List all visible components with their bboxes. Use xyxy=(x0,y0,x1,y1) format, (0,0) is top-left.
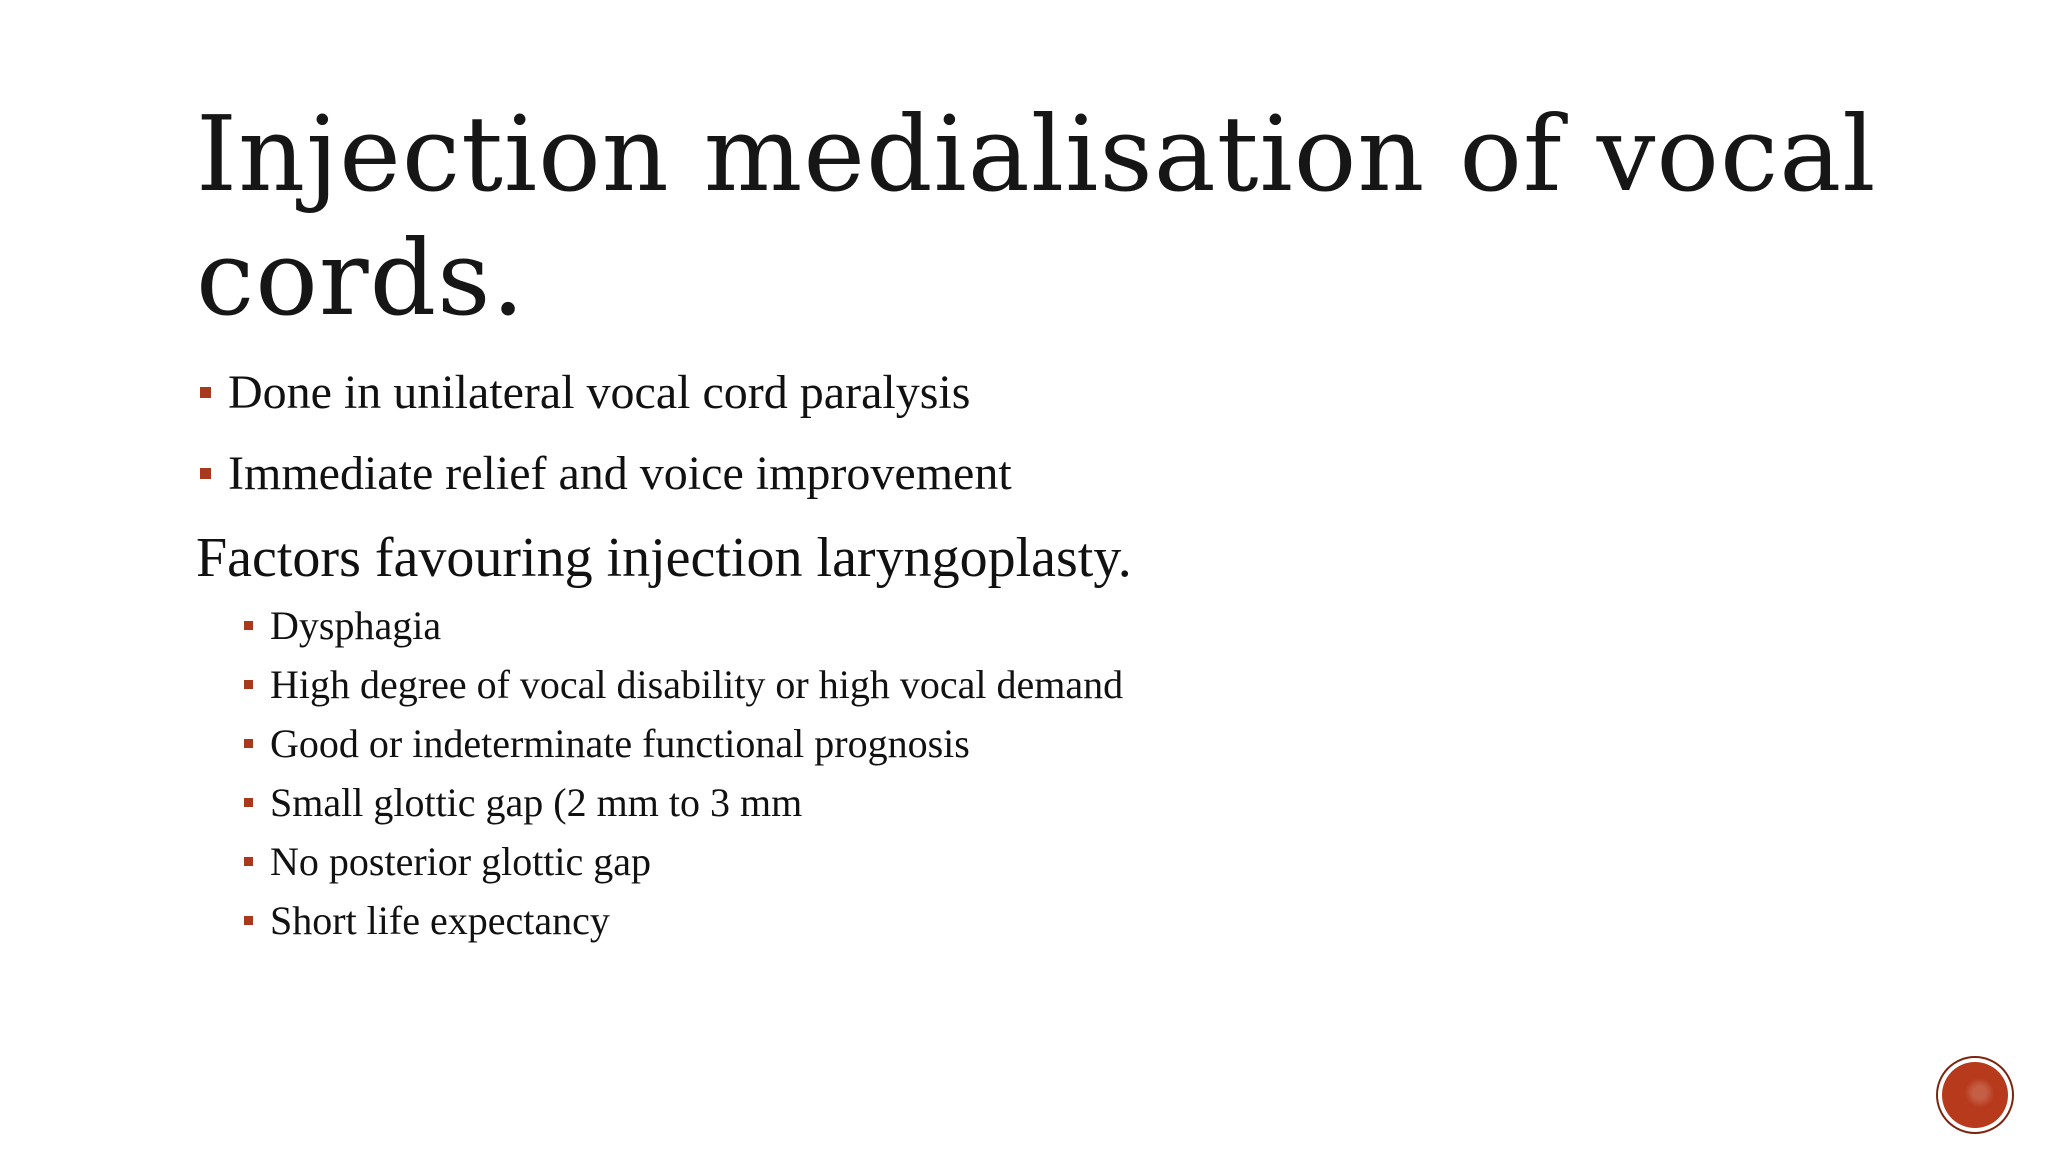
list-item-text: Small glottic gap (2 mm to 3 mm xyxy=(270,780,803,825)
square-bullet-icon xyxy=(244,857,253,866)
list-item xyxy=(244,777,1896,829)
list-item xyxy=(244,600,1896,652)
list-item xyxy=(244,836,1896,888)
list-item-text: No posterior glottic gap xyxy=(270,839,652,884)
list-item-text: Immediate relief and voice improvement xyxy=(228,447,1012,500)
factors-list xyxy=(196,600,1896,947)
list-item xyxy=(244,718,1896,770)
slide-title: Injection medialisation of vocal cords. xyxy=(196,93,1877,339)
list-item-text: Good or indeterminate functional prognosis xyxy=(270,721,970,766)
factors-heading: Factors favouring injection laryngoplasty. xyxy=(196,527,1132,589)
square-bullet-icon xyxy=(244,621,253,630)
circle-button-icon[interactable] xyxy=(1938,1058,2012,1132)
list-item-text: High degree of vocal disability or high vocal demand xyxy=(270,662,1124,707)
slide-content xyxy=(196,362,1896,954)
square-bullet-icon xyxy=(200,387,211,398)
button-texture xyxy=(1952,1072,1998,1118)
list-item xyxy=(244,895,1896,947)
list-item xyxy=(196,443,1896,505)
square-bullet-icon xyxy=(200,468,211,479)
list-item-text: Dysphagia xyxy=(270,603,442,648)
list-item xyxy=(244,659,1896,711)
list-item-text: Short life expectancy xyxy=(270,898,610,943)
square-bullet-icon xyxy=(244,798,253,807)
square-bullet-icon xyxy=(244,916,253,925)
square-bullet-icon xyxy=(244,680,253,689)
square-bullet-icon xyxy=(244,739,253,748)
main-bullet-list xyxy=(196,362,1896,505)
list-item-text: Done in unilateral vocal cord paralysis xyxy=(228,366,971,419)
list-item xyxy=(196,362,1896,424)
